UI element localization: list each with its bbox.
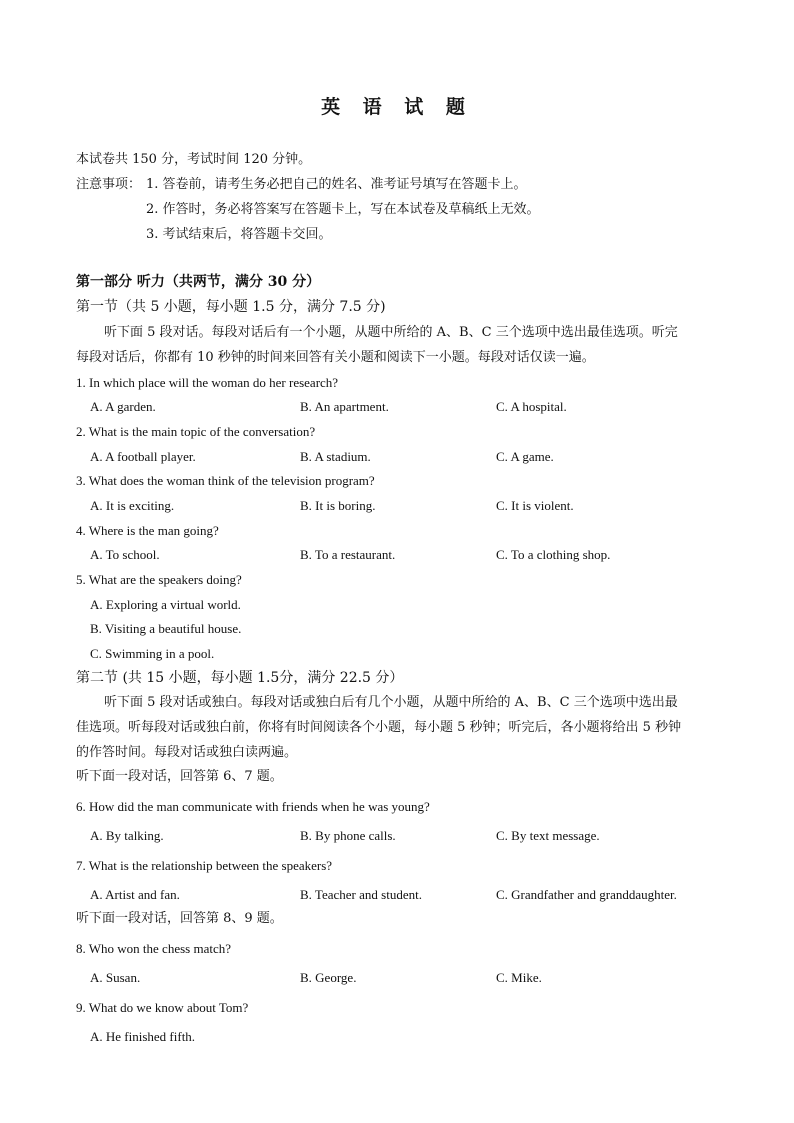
notice-item-3: 3. 考试结束后，将答题卡交回。 <box>146 227 332 242</box>
question-3: 3. What does the woman think of the television program? <box>76 473 375 488</box>
q8-option-c: C. Mike. <box>496 970 542 985</box>
section2-instructions: 听下面 5 段对话或独白。每段对话或独白后有几个小题，从题中所给的 A、B、C 三个选项中选出最 <box>104 695 678 710</box>
q4-option-b: B. To a restaurant. <box>300 547 396 562</box>
section1-instructions-cont: 每段对话后，你都有 10 秒钟的时间来回答有关小题和阅读下一小题。每段对话仅读一遍。 <box>76 350 595 365</box>
dialog-6-7-prompt: 听下面一段对话，回答第 6、7 题。 <box>76 769 283 784</box>
q2-option-b: B. A stadium. <box>300 449 371 464</box>
q2-option-c: C. A game. <box>496 449 554 464</box>
q6-option-b: B. By phone calls. <box>300 828 396 843</box>
question-8: 8. Who won the chess match? <box>76 941 231 956</box>
section2-instructions-end: 的作答时间。每段对话或独白读两遍。 <box>76 745 298 760</box>
q8-option-b: B. George. <box>300 970 357 985</box>
q6-option-a: A. By talking. <box>90 828 164 843</box>
q1-option-c: C. A hospital. <box>496 399 567 414</box>
q3-option-a: A. It is exciting. <box>90 498 175 513</box>
q9-option-a: A. He finished fifth. <box>90 1029 196 1044</box>
dialog-8-9-prompt: 听下面一段对话，回答第 8、9 题。 <box>76 911 283 926</box>
q1-option-b: B. An apartment. <box>300 399 389 414</box>
notice-item-1: 1. 答卷前，请考生务必把自己的姓名、准考证号填写在答题卡上。 <box>146 177 527 192</box>
q5-option-b: B. Visiting a beautiful house. <box>90 621 242 636</box>
q5-option-a: A. Exploring a virtual world. <box>90 597 241 612</box>
section1-heading: 第一节（共 5 小题，每小题 1.5 分，满分 7.5 分) <box>76 299 386 315</box>
notice-label: 注意事项： <box>76 177 142 192</box>
section1-instructions: 听下面 5 段对话。每段对话后有一个小题，从题中所给的 A、B、C 三个选项中选出最佳选项。听完 <box>104 325 678 340</box>
q4-option-a: A. To school. <box>90 547 160 562</box>
q6-option-c: C. By text message. <box>496 828 600 843</box>
q1-option-a: A. A garden. <box>90 399 156 414</box>
q4-option-c: C. To a clothing shop. <box>496 547 611 562</box>
question-9: 9. What do we know about Tom? <box>76 1000 249 1015</box>
question-7: 7. What is the relationship between the speakers? <box>76 858 333 873</box>
q5-option-c: C. Swimming in a pool. <box>90 646 215 661</box>
q8-option-a: A. Susan. <box>90 970 141 985</box>
question-2: 2. What is the main topic of the conversation? <box>76 424 316 439</box>
question-1: 1. In which place will the woman do her research? <box>76 375 339 390</box>
q2-option-a: A. A football player. <box>90 449 196 464</box>
question-5: 5. What are the speakers doing? <box>76 572 242 587</box>
q3-option-b: B. It is boring. <box>300 498 376 513</box>
q7-option-c: C. Grandfather and granddaughter. <box>496 887 677 902</box>
q7-option-a: A. Artist and fan. <box>90 887 180 902</box>
question-4: 4. Where is the man going? <box>76 523 219 538</box>
q3-option-c: C. It is violent. <box>496 498 574 513</box>
section2-heading: 第二节 (共 15 小题，每小题 1.5分，满分 22.5 分） <box>76 670 404 686</box>
question-6: 6. How did the man communicate with friends when he was young? <box>76 799 430 814</box>
q7-option-b: B. Teacher and student. <box>300 887 422 902</box>
notice-item-2: 2. 作答时，务必将答案写在答题卡上，写在本试卷及草稿纸上无效。 <box>146 202 540 217</box>
section2-instructions-cont: 佳选项。听每段对话或独白前，你将有时间阅读各个小题，每小题 5 秒钟；听完后，各小题将给出 5 秒钟 <box>76 720 682 735</box>
page-title: 英 语 试 题 <box>321 96 473 118</box>
part1-heading: 第一部分 听力（共两节，满分 30 分） <box>76 274 321 290</box>
intro-score-time: 本试卷共 150 分，考试时间 120 分钟。 <box>76 152 312 167</box>
